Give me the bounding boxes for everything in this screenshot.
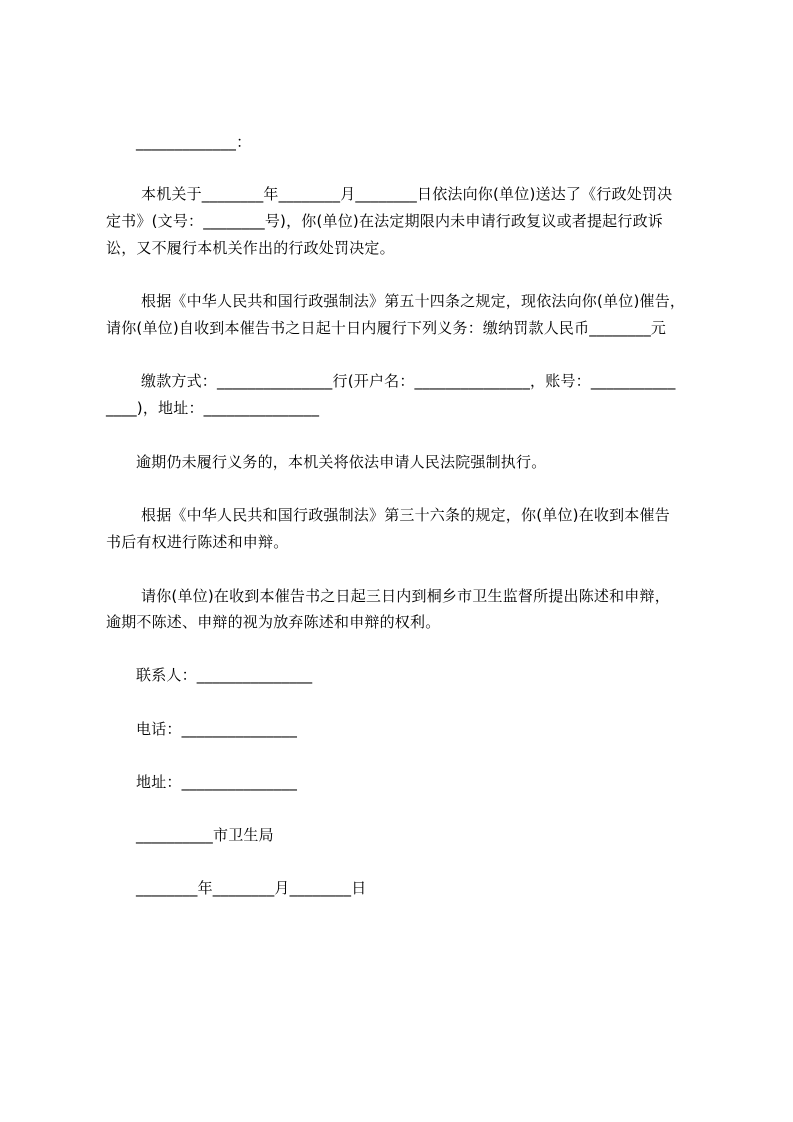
paragraph-3-line-1: 缴款方式：_______________行(开户名：_______________，账号：___________ bbox=[141, 372, 676, 390]
paragraph-5-line-2: 书后有权进行陈述和申辩。 bbox=[106, 533, 289, 551]
contact-person-line: 联系人：_______________ bbox=[136, 666, 313, 684]
date-line: ________年________月________日 bbox=[136, 879, 367, 897]
paragraph-4-line-1: 逾期仍未履行义务的，本机关将依法申请人民法院强制执行。 bbox=[136, 453, 547, 471]
paragraph-5-line-1: 根据《中华人民共和国行政强制法》第三十六条的规定，你(单位)在收到本催告 bbox=[141, 506, 670, 524]
paragraph-6-line-2: 逾期不陈述、申辩的视为放弃陈述和申辩的权利。 bbox=[106, 613, 441, 631]
paragraph-1-line-1: 本机关于________年________月________日依法向你(单位)送达了《行政处罚决 bbox=[141, 185, 673, 203]
phone-line: 电话：_______________ bbox=[136, 720, 298, 738]
paragraph-3-line-2: ____)，地址：_______________ bbox=[106, 399, 320, 417]
paragraph-2-line-1: 根据《中华人民共和国行政强制法》第五十四条之规定，现依法向你(单位)催告， bbox=[141, 292, 686, 310]
paragraph-1-line-2: 定书》(文号：________号)，你(单位)在法定期限内未申请行政复议或者提起行政诉 bbox=[101, 212, 663, 230]
salutation-line: _____________： bbox=[136, 133, 252, 151]
address-line: 地址：_______________ bbox=[136, 773, 298, 791]
paragraph-2-line-2: 请你(单位)自收到本催告书之日起十日内履行下列义务：缴纳罚款人民币________元 bbox=[106, 319, 667, 337]
issuer-line: __________市卫生局 bbox=[136, 826, 274, 844]
paragraph-6-line-1: 请你(单位)在收到本催告书之日起三日内到桐乡市卫生监督所提出陈述和申辩， bbox=[141, 587, 670, 605]
paragraph-1-line-3: 讼，又不履行本机关作出的行政处罚决定。 bbox=[106, 239, 395, 257]
